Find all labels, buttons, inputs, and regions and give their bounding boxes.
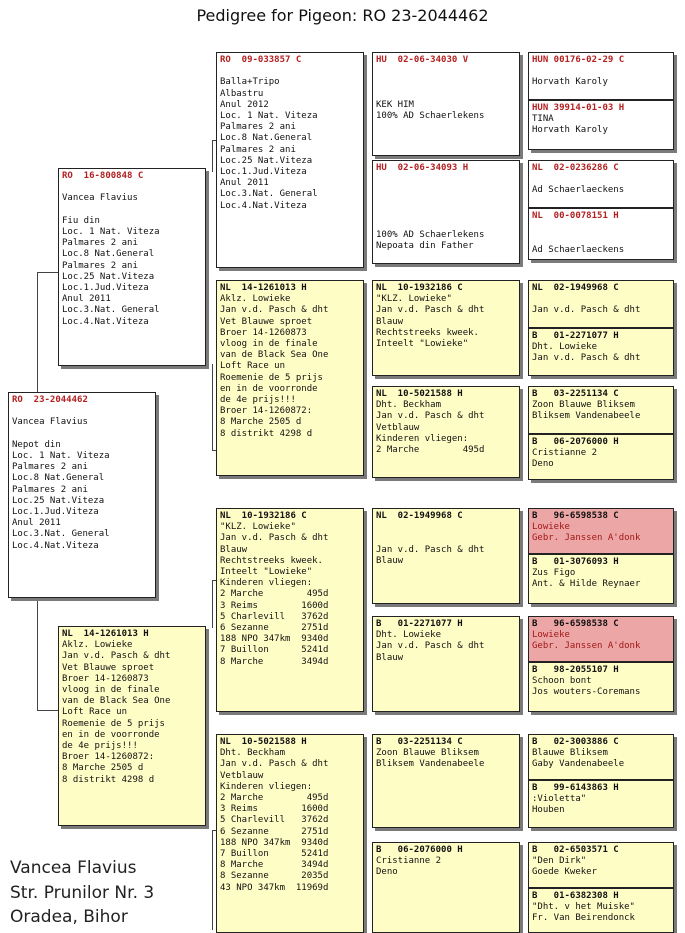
card-line: Goede Kweker xyxy=(532,867,598,878)
card-line: Roemenie de 5 prijs xyxy=(220,372,323,383)
card-line: Albastru xyxy=(220,88,264,99)
card-line: Loc.25 Nat.Viteza xyxy=(62,271,155,282)
ring-number: NL 02-1949968 C xyxy=(376,511,463,521)
card-line: Jan v.d. Pasch & dht xyxy=(220,305,329,316)
ring-number: B 03-2251134 C xyxy=(376,737,463,747)
card-line: Palmares 2 ani xyxy=(12,484,88,495)
ring-number: B 02-3003886 C xyxy=(532,737,619,747)
ring-number: B 01-2271077 H xyxy=(376,619,463,629)
pigeon-card-g4[interactable] xyxy=(528,208,674,260)
pigeon-card-ds-dam[interactable] xyxy=(372,616,520,712)
card-line: Bliksem Vandenabeele xyxy=(532,411,641,422)
card-line xyxy=(532,174,670,185)
ring-number: HU 02-06-34030 V xyxy=(376,55,469,65)
card-line: Palmares 2 ani xyxy=(220,144,296,155)
card-line xyxy=(12,429,152,440)
card-line: Ad Schaerlaeckens xyxy=(532,185,625,196)
card-text xyxy=(532,568,670,590)
card-line: KEK HIM xyxy=(376,99,414,110)
card-line: Fr. Van Beirendonck xyxy=(532,913,635,924)
card-text xyxy=(532,222,670,256)
card-line: Palmares 2 ani xyxy=(12,462,88,473)
ring-number: NL 14-1261013 H xyxy=(220,283,307,293)
card-line xyxy=(532,66,670,77)
card-line xyxy=(220,66,360,77)
pigeon-card-g1[interactable] xyxy=(528,52,674,100)
card-line: Deno xyxy=(532,459,554,470)
ring-number: NL 10-1932186 C xyxy=(376,283,463,293)
card-line: Blauw xyxy=(376,555,404,566)
card-line: Inteelt "Lowieke" xyxy=(376,339,469,350)
card-line: Loc.3.Nat. General xyxy=(220,189,318,200)
card-line: 8 distrikt 4298 d xyxy=(62,774,155,785)
ring-number: B 01-6382308 H xyxy=(532,891,619,901)
ring-number: HUN 39914-01-03 H xyxy=(532,103,625,113)
card-line: 5 Charlevill 3762d xyxy=(220,611,329,622)
card-line: Vet Blauwe sproet xyxy=(62,662,155,673)
card-line: Kinderen vliegen: xyxy=(376,433,469,444)
card-line xyxy=(62,205,202,216)
card-line: Broer 14-1260872: xyxy=(220,406,313,417)
card-line: Aklz. Lowieke xyxy=(62,640,133,651)
card-line: TINA xyxy=(532,114,554,125)
card-text xyxy=(376,748,516,770)
card-line: 100% AD Schaerlekens xyxy=(376,230,485,241)
ring-number: B 99-6143863 H xyxy=(532,783,619,793)
card-line: Loft Race un xyxy=(62,707,128,718)
card-line xyxy=(376,77,516,88)
card-line: 5 Charlevill 3762d xyxy=(220,815,329,826)
card-line xyxy=(376,219,516,230)
card-line: Palmares 2 ani xyxy=(62,238,138,249)
card-text xyxy=(220,522,360,668)
card-line: Ant. & Hilde Reynaer xyxy=(532,579,641,590)
card-line: Loc.8 Nat.General xyxy=(62,249,155,260)
card-line: Dht. Beckham xyxy=(220,748,286,759)
pigeon-card-dd-sire[interactable] xyxy=(372,734,520,828)
card-line: Gebr. Janssen A'donk xyxy=(532,533,641,544)
card-line xyxy=(376,208,516,219)
pigeon-card-g13[interactable] xyxy=(528,734,674,780)
card-line: 8 Marche 2505 d xyxy=(220,417,302,428)
card-line: Horvath Karoly xyxy=(532,77,608,88)
pigeon-card-g8[interactable] xyxy=(528,434,674,480)
card-line: Loc.4.Nat.Viteza xyxy=(62,316,149,327)
card-line: Schoon bont xyxy=(532,676,592,687)
card-text xyxy=(376,294,516,350)
ring-number: NL 10-5021588 H xyxy=(376,389,463,399)
card-text xyxy=(62,640,202,786)
pigeon-card-dam-dam[interactable] xyxy=(216,734,364,933)
card-line: Loc.25 Nat.Viteza xyxy=(220,155,313,166)
card-text xyxy=(376,630,516,664)
card-line xyxy=(532,294,670,305)
pigeon-card-g2[interactable] xyxy=(528,100,674,150)
card-text xyxy=(532,294,670,316)
card-line: de 4e prijs!!! xyxy=(220,395,296,406)
card-line: Anul 2011 xyxy=(220,178,269,189)
pigeon-card-g15[interactable] xyxy=(528,842,674,888)
card-line: Broer 14-1260873 xyxy=(62,673,149,684)
card-line: 8 distrikt 4298 d xyxy=(220,428,313,439)
card-line: Jan v.d. Pasch & dht xyxy=(62,651,171,662)
ring-number: NL 02-0236286 C xyxy=(532,163,619,173)
card-text xyxy=(532,400,670,422)
card-line: 3 Reims 1600d xyxy=(220,600,329,611)
pigeon-card-g11[interactable] xyxy=(528,616,674,662)
card-text xyxy=(532,114,670,136)
pigeon-card-subject[interactable] xyxy=(8,392,156,598)
card-line: 43 NPO 347km 11969d xyxy=(220,882,329,893)
card-line: Loc.3.Nat. General xyxy=(62,305,160,316)
card-line: Blauw xyxy=(220,544,248,555)
card-line: Loc.25 Nat.Viteza xyxy=(12,495,105,506)
pigeon-card-g10[interactable] xyxy=(528,554,674,604)
card-line: 188 NPO 347km 9340d xyxy=(220,634,329,645)
card-line: 7 Buillon 5241d xyxy=(220,849,329,860)
card-line: vloog in de finale xyxy=(62,685,160,696)
connector-line xyxy=(37,598,38,710)
pigeon-card-sd-dam[interactable] xyxy=(372,386,520,478)
card-line: en in de voorronde xyxy=(220,383,318,394)
card-line: van de Black Sea One xyxy=(220,350,329,361)
card-line: Cristianne 2 xyxy=(532,448,598,459)
connector-line xyxy=(212,364,213,450)
pigeon-card-g9[interactable] xyxy=(528,508,674,554)
card-text xyxy=(532,342,670,364)
card-line: Vetblauw xyxy=(376,422,420,433)
card-line: Rechtstreeks kweek. xyxy=(376,327,479,338)
owner-city: Oradea, Bihor xyxy=(10,907,128,927)
pigeon-card-dam-sire[interactable] xyxy=(216,508,364,712)
card-line: 188 NPO 347km 9340d xyxy=(220,837,329,848)
card-line: Loc.1.Jud.Viteza xyxy=(220,167,307,178)
card-line: Jan v.d. Pasch & dht xyxy=(220,533,329,544)
pigeon-card-g3[interactable] xyxy=(528,160,674,208)
card-line: Vancea Flavius xyxy=(62,193,138,204)
ring-number: NL 00-0078151 H xyxy=(532,211,619,221)
card-line xyxy=(376,89,516,100)
card-line: Palmares 2 ani xyxy=(220,122,296,133)
owner-name: Vancea Flavius xyxy=(10,858,137,878)
card-line: 8 Marche 2505 d xyxy=(62,763,144,774)
ring-number: B 03-2251134 C xyxy=(532,389,619,399)
card-line: Rechtstreeks kweek. xyxy=(220,555,323,566)
card-line: Jan v.d. Pasch & dht xyxy=(220,759,329,770)
pigeon-card-g6[interactable] xyxy=(528,328,674,376)
card-line: vloog in de finale xyxy=(220,339,318,350)
card-text xyxy=(376,856,516,878)
card-text xyxy=(532,448,670,470)
card-line xyxy=(376,66,516,77)
card-line: Inteelt "Lowieke" xyxy=(220,567,313,578)
card-line: 8 Marche 3494d xyxy=(220,656,329,667)
card-line: Zoon Blauwe Bliksem xyxy=(376,748,479,759)
pigeon-card-dd-dam[interactable] xyxy=(372,842,520,933)
card-line: Kinderen vliegen: xyxy=(220,578,313,589)
card-line xyxy=(376,185,516,196)
card-line: Loc.4.Nat.Viteza xyxy=(220,200,307,211)
card-line: Gebr. Janssen A'donk xyxy=(532,641,641,652)
card-line: 8 Sezanne 2035d xyxy=(220,871,329,882)
card-text xyxy=(532,630,670,652)
card-line: "KLZ. Lowieke" xyxy=(220,522,296,533)
ring-number: B 01-2271077 H xyxy=(532,331,619,341)
connector-line xyxy=(212,580,213,628)
ring-number: B 01-3076093 H xyxy=(532,557,619,567)
card-line: Deno xyxy=(376,867,398,878)
card-line: Broer 14-1260872: xyxy=(62,752,155,763)
ring-number: B 96-6598538 C xyxy=(532,511,619,521)
ring-number: NL 14-1261013 H xyxy=(62,629,149,639)
card-line: Horvath Karoly xyxy=(532,125,608,136)
card-line: 3 Reims 1600d xyxy=(220,804,329,815)
card-line: Loc.8 Nat.General xyxy=(12,473,105,484)
ring-number: NL 10-5021588 H xyxy=(220,737,307,747)
card-line: Balla+Tripo xyxy=(220,77,280,88)
pigeon-card-ss-sire[interactable] xyxy=(372,52,520,156)
card-line: Houben xyxy=(532,805,565,816)
card-line: "Den Dirk" xyxy=(532,856,587,867)
connector-line xyxy=(212,140,213,172)
card-line: 100% AD Schaerlekens xyxy=(376,111,485,122)
card-line: Dht. Lowieke xyxy=(532,342,598,353)
card-line xyxy=(62,182,202,193)
ring-number: HUN 00176-02-29 C xyxy=(532,55,625,65)
card-line: Vetblauw xyxy=(220,770,264,781)
ring-number: NL 02-1949968 C xyxy=(532,283,619,293)
ring-number: B 06-2076000 H xyxy=(532,437,619,447)
pigeon-card-g7[interactable] xyxy=(528,386,674,434)
card-line xyxy=(376,533,516,544)
card-text xyxy=(62,182,202,328)
card-text xyxy=(532,794,670,816)
card-line: 2 Marche 495d xyxy=(220,589,329,600)
card-line: Lowieke xyxy=(532,522,570,533)
connector-line xyxy=(37,710,58,711)
card-line: Nepoata din Father xyxy=(376,241,474,252)
card-line: :Violetta" xyxy=(532,794,587,805)
card-line: Blauwe Bliksem xyxy=(532,748,608,759)
card-text xyxy=(532,748,670,770)
page-title: Pedigree for Pigeon: RO 23-2044462 xyxy=(196,6,489,25)
card-line: Loc.3.Nat. General xyxy=(12,529,110,540)
card-line: "Dht. v het Muiske" xyxy=(532,902,635,913)
connector-line xyxy=(37,272,38,394)
card-line: 8 Marche 3494d xyxy=(220,860,329,871)
card-line: en in de voorronde xyxy=(62,729,160,740)
card-line: Palmares 2 ani xyxy=(62,260,138,271)
ring-number: B 98-2055107 H xyxy=(532,665,619,675)
card-text xyxy=(532,902,670,924)
card-line: Anul 2011 xyxy=(12,518,61,529)
card-line: Aklz. Lowieke xyxy=(220,294,291,305)
card-line: Dht. Lowieke xyxy=(376,630,442,641)
card-line: Roemenie de 5 prijs xyxy=(62,718,165,729)
card-line: Zus Figo xyxy=(532,568,576,579)
ring-number: HU 02-06-34093 H xyxy=(376,163,469,173)
card-text xyxy=(220,748,360,894)
card-line: Vancea Flavius xyxy=(12,417,88,428)
card-line: Loft Race un xyxy=(220,361,286,372)
card-line: Jos wouters-Coremans xyxy=(532,687,641,698)
pigeon-card-g14[interactable] xyxy=(528,780,674,828)
card-line: Broer 14-1260873 xyxy=(220,327,307,338)
ring-number: B 02-6503571 C xyxy=(532,845,619,855)
card-text xyxy=(376,66,516,122)
card-line xyxy=(532,222,670,233)
card-line: Jan v.d. Pasch & dht xyxy=(376,641,485,652)
card-line: Jan v.d. Pasch & dht xyxy=(532,353,641,364)
pigeon-card-g5[interactable] xyxy=(528,280,674,328)
card-line: Nepot din xyxy=(12,439,61,450)
card-line: Gaby Vandenabeele xyxy=(532,759,625,770)
card-line: Jan v.d. Pasch & dht xyxy=(376,305,485,316)
card-line: Fiu din xyxy=(62,215,100,226)
connector-line xyxy=(37,272,58,273)
card-line: Cristianne 2 xyxy=(376,856,442,867)
card-line: Loc.1.Jud.Viteza xyxy=(12,507,99,518)
card-line: 2 Marche 495d xyxy=(220,793,329,804)
card-line xyxy=(376,197,516,208)
card-line: Bliksem Vandenabeele xyxy=(376,759,485,770)
pigeon-card-g12[interactable] xyxy=(528,662,674,712)
card-line: Jan v.d. Pasch & dht xyxy=(376,544,485,555)
card-line: Loc. 1 Nat. Viteza xyxy=(12,451,110,462)
card-text xyxy=(532,174,670,196)
card-text xyxy=(532,522,670,544)
pigeon-card-ds-sire[interactable] xyxy=(372,508,520,604)
card-line: Zoon Blauwe Bliksem xyxy=(532,400,635,411)
pigeon-card-ss-dam[interactable] xyxy=(372,160,520,264)
card-text xyxy=(12,406,152,552)
owner-address xyxy=(10,856,154,930)
card-line xyxy=(12,406,152,417)
card-line: 7 Buillon 5241d xyxy=(220,645,329,656)
pigeon-card-dam[interactable] xyxy=(58,626,206,826)
card-line: Loc. 1 Nat. Viteza xyxy=(220,111,318,122)
card-line: Lowieke xyxy=(532,630,570,641)
card-text xyxy=(220,66,360,212)
card-line: Anul 2012 xyxy=(220,99,269,110)
card-line: Blauw xyxy=(376,652,404,663)
card-line xyxy=(532,233,670,244)
ring-number: B 96-6598538 C xyxy=(532,619,619,629)
card-line: "KLZ. Lowieke" xyxy=(376,294,452,305)
pigeon-card-sire-sire[interactable] xyxy=(216,52,364,268)
ring-number: RO 16-800848 C xyxy=(62,171,144,181)
card-line: 6 Sezanne 2751d xyxy=(220,826,329,837)
connector-line xyxy=(212,830,213,930)
card-line: van de Black Sea One xyxy=(62,696,171,707)
ring-number: B 06-2076000 H xyxy=(376,845,463,855)
card-line: Jan v.d. Pasch & dht xyxy=(376,411,485,422)
card-text xyxy=(532,856,670,878)
card-line: Ad Schaerlaeckens xyxy=(532,244,625,255)
card-line: Jan v.d. Pasch & dht xyxy=(532,305,641,316)
card-line: Dht. Beckham xyxy=(376,400,442,411)
card-line: de 4e prijs!!! xyxy=(62,741,138,752)
card-line xyxy=(376,174,516,185)
ring-number: RO 09-033857 C xyxy=(220,55,302,65)
ring-number: RO 23-2044462 xyxy=(12,395,88,405)
ring-number: NL 10-1932186 C xyxy=(220,511,307,521)
card-line: 6 Sezanne 2751d xyxy=(220,623,329,634)
card-text xyxy=(376,174,516,252)
card-line: Vet Blauwe sproet xyxy=(220,316,313,327)
card-text xyxy=(532,66,670,88)
card-line: Blauw xyxy=(376,316,404,327)
card-line: Loc. 1 Nat. Viteza xyxy=(62,227,160,238)
pigeon-card-sire[interactable] xyxy=(58,168,206,366)
card-text xyxy=(220,294,360,440)
card-line: 2 Marche 495d xyxy=(376,445,485,456)
pigeon-card-g16[interactable] xyxy=(528,888,674,933)
card-line: Kinderen vliegen: xyxy=(220,781,313,792)
card-text xyxy=(532,676,670,698)
card-text xyxy=(376,400,516,456)
card-line xyxy=(376,522,516,533)
pigeon-card-sire-dam[interactable] xyxy=(216,280,364,476)
card-line: Loc.1.Jud.Viteza xyxy=(62,283,149,294)
card-line: Loc.4.Nat.Viteza xyxy=(12,540,99,551)
card-line: Loc.8 Nat.General xyxy=(220,133,313,144)
owner-street: Str. Prunilor Nr. 3 xyxy=(10,882,155,903)
pigeon-card-sd-sire[interactable] xyxy=(372,280,520,376)
card-text xyxy=(376,522,516,567)
card-line: Anul 2011 xyxy=(62,294,111,305)
